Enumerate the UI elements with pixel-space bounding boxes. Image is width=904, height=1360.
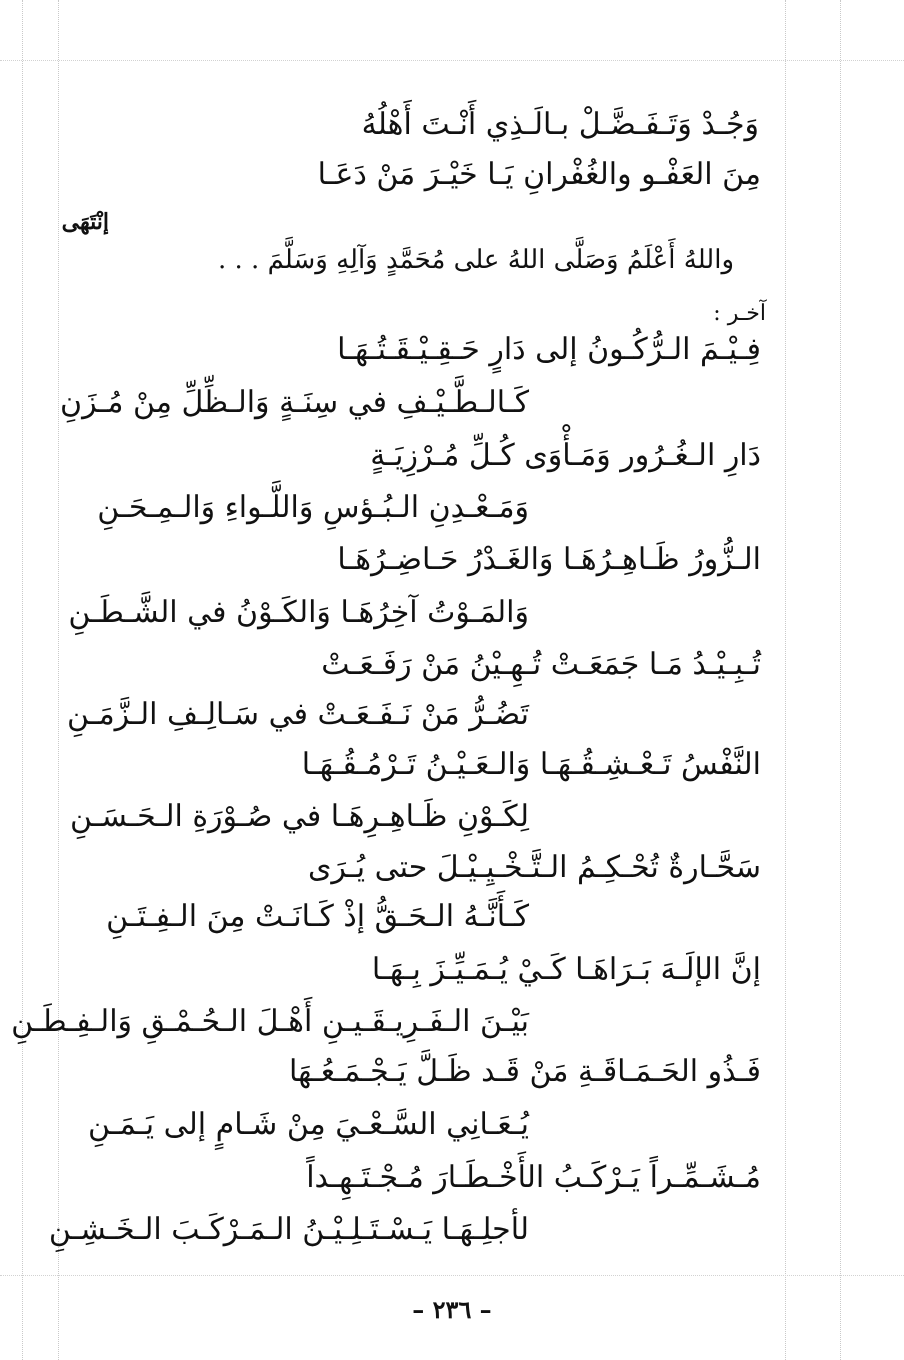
scan-guide-line [0,60,904,61]
ending-word: إنْتَهَى [61,209,109,235]
verse-second-hemistich: لأجلِـهَـا يَـسْـتَـلِـيْـنُ الـمَـرْكَـبَ الـخَـشِـنِ [48,1212,529,1247]
closing-prayer: واللهُ أَعْلَمُ وَصَلَّى اللهُ على مُحَمَّدٍ وَآلِهِ وَسَلَّمَ . . . [217,245,734,275]
verse-second-hemistich: كَـالـطَّـيْـفِ في سِنَـةٍ وَالـظِّلِّ مِنْ مُـزَنِ [60,385,529,420]
verse-first-hemistich: الـزُّورُ ظَـاهِـرُهَـا وَالغَـدْرُ حَـاضِـرُهَـا [337,542,761,577]
verse-line-2: مِنَ العَفْـو والغُفْرانِ يَـا خَيْـرَ مَنْ دَعَـا [317,157,761,192]
verse-first-hemistich: تُـبِـيْـدُ مَـا جَمَعَـتْ تُـهِـيْنُ مَنْ رَفَـعَـتْ [321,647,761,682]
page-number: – ٢٣٦ – [412,1295,492,1324]
scan-guide-line [22,0,23,1360]
verse-second-hemistich: وَالمَـوْتُ آخِرُهَـا وَالكَـوْنُ في الشَّـطَـنِ [68,595,529,630]
verse-first-hemistich: دَارِ الـغُـرُور وَمَـأْوَى كُـلِّ مُـرْزِيَـةٍ [370,438,761,473]
scan-guide-line [785,0,786,1360]
verse-line-1: وَجُـدْ وَتَـفَـضَّـلْ بـالَـذِي أَنْـتَ أَهْلُهُ [361,107,759,142]
verse-second-hemistich: كَـأَنَّـهُ الـحَـقُّ إذْ كَـانَـتْ مِنَ الـفِـتَـنِ [106,899,529,934]
verse-second-hemistich: بَيْـنَ الـفَـرِيـقَـيـنِ أَهْـلَ الـحُـمْـقِ وَالـفِـطَـنِ [11,1004,529,1039]
verse-second-hemistich: لِكَـوْنِ ظَـاهِـرِهَـا في صُـوْرَةِ الـحَـسَـنِ [69,799,529,834]
verse-second-hemistich: وَمَـعْـدِنِ الـبُـؤسِ وَاللَّـواءِ وَالـمِـحَـنِ [97,490,529,525]
verse-first-hemistich: فَـذُو الحَـمَـاقَـةِ مَنْ قَـد ظَـلَّ يَـجْـمَـعُـهَا [289,1054,761,1089]
verse-second-hemistich: يُـعَـانِي السَّـعْـيَ مِنْ شَـامٍ إلى يَـمَـنِ [87,1107,529,1142]
verse-first-hemistich: سَحَّـارةٌ تُحْـكِـمُ الـتَّـخْـيِـيْـلَ حتى يُـرَى [307,850,761,885]
scan-guide-line [0,1275,904,1276]
verse-first-hemistich: فِـيْـمَ الـرُّكُـونُ إلى دَارٍ حَـقِـيْـقَـتُـهَـا [337,332,761,367]
section-label: آخـر : [713,301,766,326]
scan-guide-line [58,0,59,1360]
verse-first-hemistich: النَّفْسُ تَـعْـشِـقُـهَـا وَالـعَـيْـنُ تَـرْمُـقُـهَـا [301,747,761,782]
scan-guide-line [840,0,841,1360]
verse-second-hemistich: تَضُـرُّ مَنْ نَـفَـعَـتْ في سَـالِـفِ الـزَّمَـنِ [66,697,529,732]
verse-first-hemistich: إنَّ الإلَـهَ بَـرَاهَـا كَـيْ يُـمَـيِّـزَ بِـهَـا [371,952,761,987]
verse-first-hemistich: مُـشَـمِّـراً يَـرْكَـبُ الأَخْـطَـارَ مُـجْـتَـهِـداً [306,1160,761,1195]
